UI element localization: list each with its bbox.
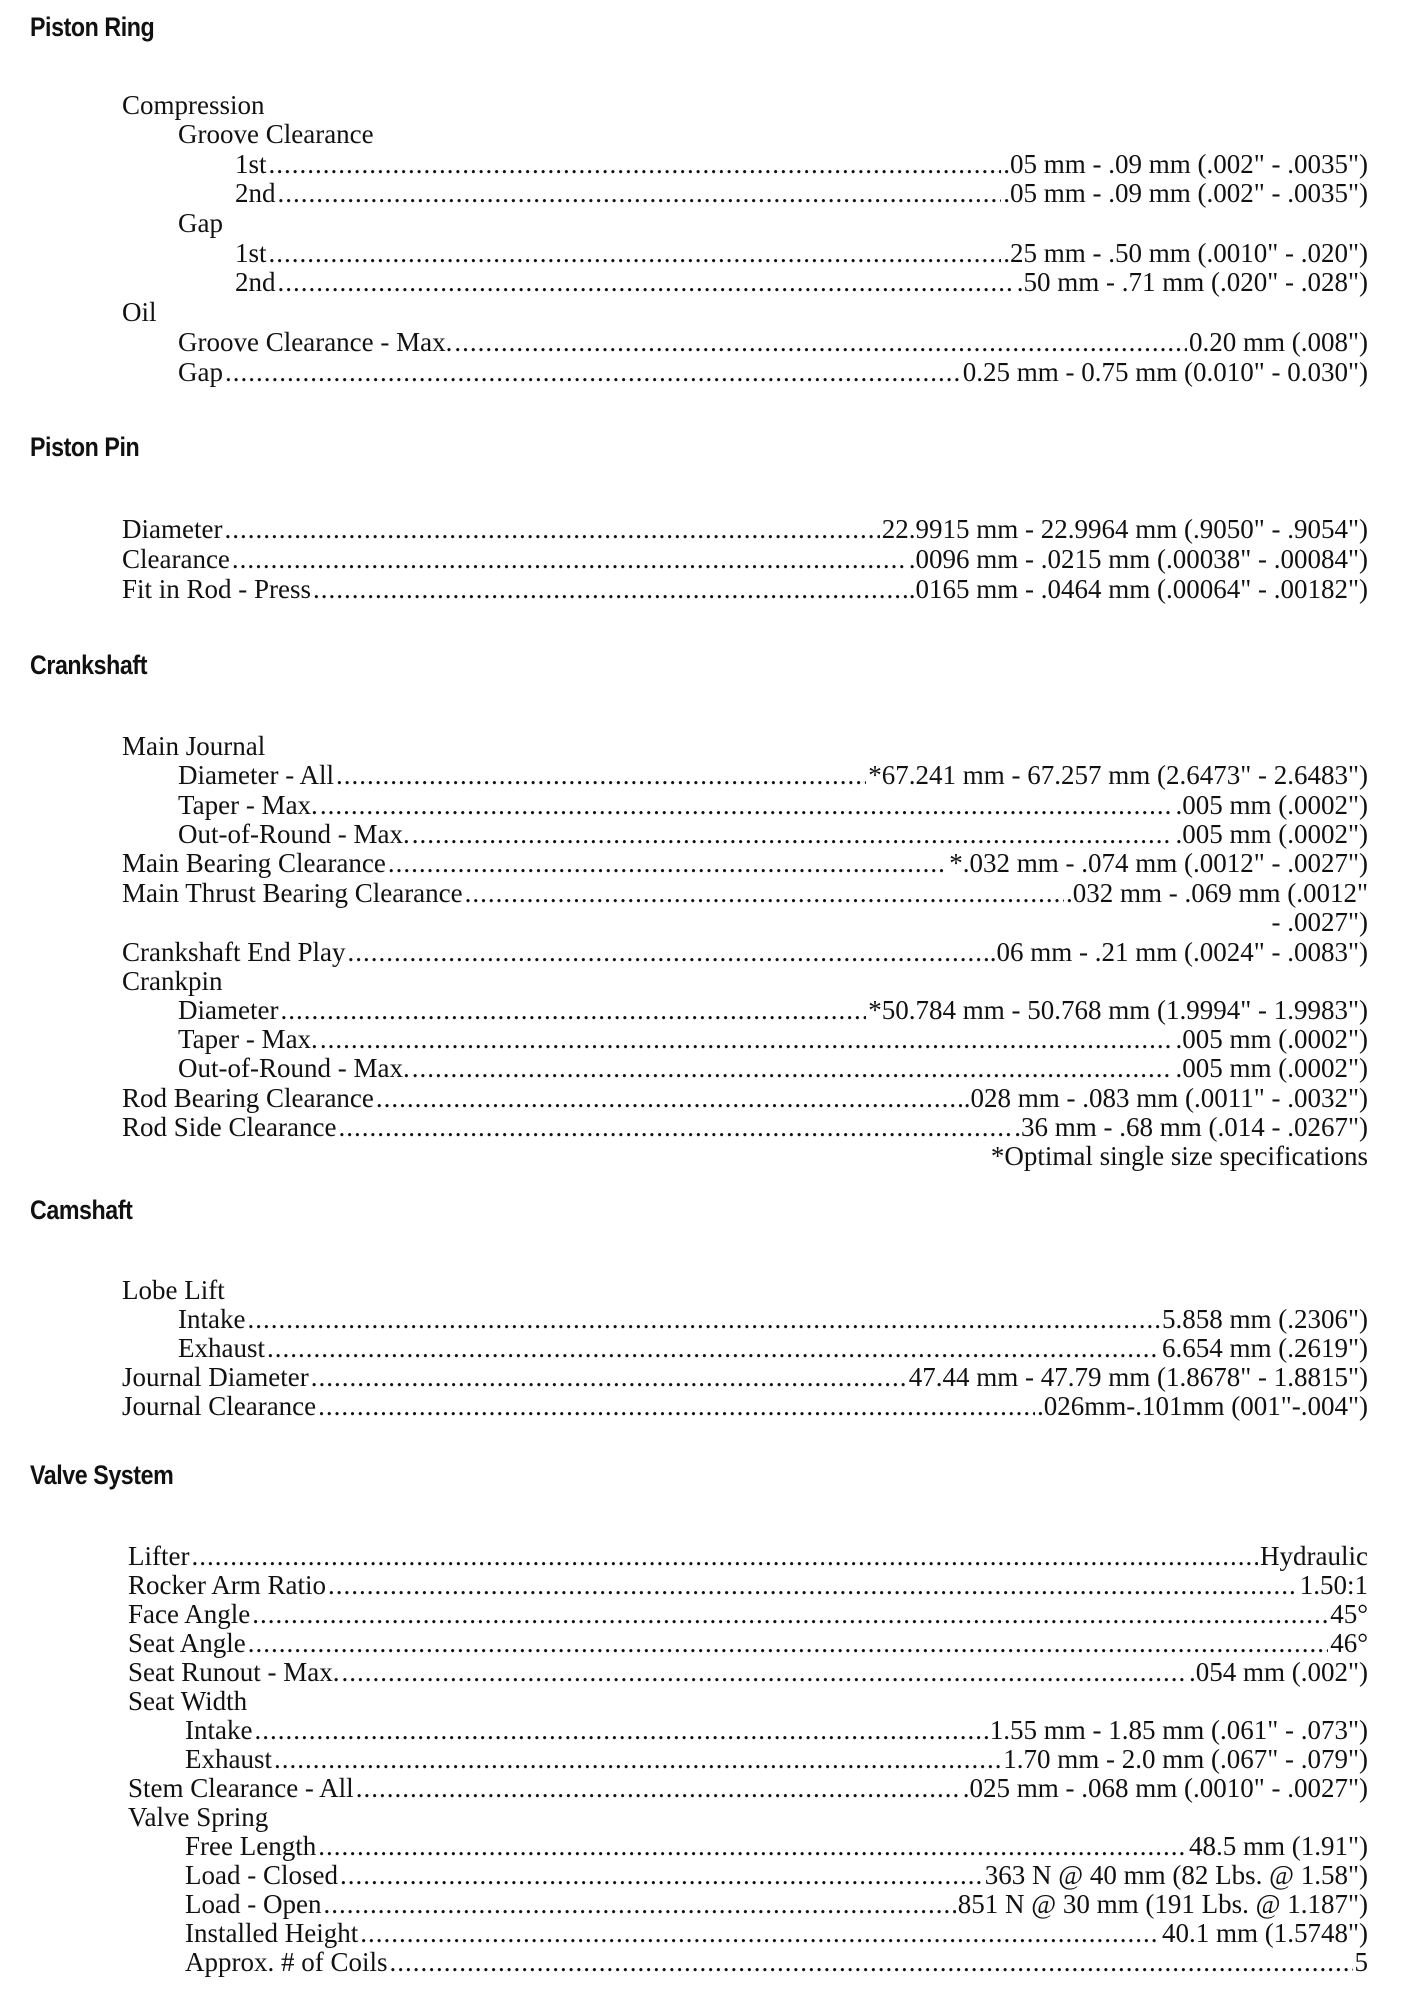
spec-value: .05 mm - .09 mm (.002" - .0035") (1003, 149, 1368, 179)
spec-row (128, 1599, 1368, 1629)
leader-dots (191, 1541, 1258, 1571)
spec-row (178, 790, 1368, 820)
spec-value: 45° (1330, 1599, 1368, 1629)
spec-value: .50 mm - .71 mm (.020" - .028") (1016, 267, 1368, 297)
leader-dots (338, 1112, 1012, 1142)
spec-label: Main Bearing Clearance (122, 848, 386, 878)
section-heading-camshaft: Camshaft (30, 1195, 133, 1225)
spec-row (128, 1773, 1368, 1803)
subheading-valve-spring: Valve Spring (128, 1802, 269, 1832)
spec-row (122, 544, 1368, 574)
spec-row (178, 819, 1368, 849)
spec-label: Groove Clearance - Max. (178, 327, 453, 357)
spec-label: Exhaust (185, 1744, 272, 1774)
leader-dots (280, 995, 866, 1025)
subheading-groove-clearance: Groove Clearance (178, 119, 374, 149)
spec-row (185, 1831, 1368, 1861)
leader-dots (388, 848, 947, 878)
spec-label: Stem Clearance - All (128, 1773, 354, 1803)
leader-dots (454, 327, 1187, 357)
leader-dots (278, 267, 1015, 297)
spec-row (122, 937, 1368, 967)
leader-dots (224, 514, 879, 544)
spec-row (178, 995, 1368, 1025)
spec-value: .36 mm - .68 mm (.014 - .0267") (1014, 1112, 1368, 1142)
spec-value: .025 mm - .068 mm (.0010" - .0027") (962, 1773, 1368, 1803)
leader-dots (412, 819, 1174, 849)
leader-dots (328, 1570, 1298, 1600)
spec-row (235, 267, 1368, 297)
spec-label: Main Thrust Bearing Clearance (122, 878, 463, 908)
spec-value: .0165 mm - .0464 mm (.00064" - .00182") (908, 574, 1368, 604)
spec-value: .005 mm (.0002") (1175, 1053, 1368, 1083)
spec-label: Load - Open (185, 1889, 322, 1919)
spec-label: Taper - Max. (178, 1024, 318, 1054)
spec-row (178, 760, 1368, 790)
spec-value: 1.70 mm - 2.0 mm (.067" - .079") (1003, 1744, 1368, 1774)
spec-label: 2nd (235, 178, 276, 208)
spec-row (235, 178, 1368, 208)
leader-dots (267, 1333, 1160, 1363)
leader-dots (340, 1860, 983, 1890)
spec-label: Installed Height (185, 1918, 359, 1948)
leader-dots (318, 1391, 1035, 1421)
spec-label: Crankshaft End Play (122, 937, 346, 967)
spec-label: Seat Angle (128, 1628, 246, 1658)
leader-dots (254, 1715, 987, 1745)
spec-row (185, 1918, 1368, 1948)
spec-value: 1.55 mm - 1.85 mm (.061" - .073") (989, 1715, 1368, 1745)
spec-value: *.032 mm - .074 mm (.0012" - .0027") (949, 848, 1368, 878)
subheading-gap: Gap (178, 208, 223, 238)
spec-label: 1st (235, 149, 267, 179)
spec-label: Exhaust (178, 1333, 265, 1363)
spec-label: Intake (185, 1715, 253, 1745)
spec-label: Intake (178, 1304, 246, 1334)
spec-label: Journal Clearance (122, 1391, 317, 1421)
spec-row (122, 514, 1368, 544)
spec-value: .0096 mm - .0215 mm (.00038" - .00084") (908, 544, 1368, 574)
section-heading-piston-ring: Piston Ring (30, 12, 155, 42)
spec-value: *50.784 mm - 50.768 mm (1.9994" - 1.9983") (868, 995, 1368, 1025)
leader-dots (232, 544, 907, 574)
spec-row (185, 1744, 1368, 1774)
spec-label: Diameter - All (178, 760, 334, 790)
spec-label: Approx. # of Coils (185, 1947, 388, 1977)
leader-dots (320, 790, 1174, 820)
subheading-seat-width: Seat Width (128, 1686, 248, 1716)
leader-dots (360, 1918, 1160, 1948)
spec-row (185, 1889, 1368, 1919)
leader-dots (347, 937, 987, 967)
spec-row (122, 1391, 1368, 1421)
leader-dots (376, 1083, 962, 1113)
section-heading-valve-system: Valve System (30, 1460, 174, 1490)
spec-value: 46° (1330, 1628, 1368, 1658)
spec-value: .005 mm (.0002") (1175, 790, 1368, 820)
spec-label: Lifter (128, 1541, 190, 1571)
spec-value: 0.25 mm - 0.75 mm (0.010" - 0.030") (962, 357, 1368, 387)
leader-dots (318, 1831, 1187, 1861)
leader-dots (356, 1773, 961, 1803)
spec-value: 22.9915 mm - 22.9964 mm (.9050" - .9054") (881, 514, 1368, 544)
spec-label: Seat Runout - Max. (128, 1657, 340, 1687)
subheading-crankpin: Crankpin (122, 966, 223, 996)
spec-row (128, 1628, 1368, 1658)
spec-value: .05 mm - .09 mm (.002" - .0035") (1003, 178, 1368, 208)
spec-row (178, 1024, 1368, 1054)
spec-label: Rod Side Clearance (122, 1112, 337, 1142)
subheading-compression: Compression (122, 90, 265, 120)
spec-value: *67.241 mm - 67.257 mm (2.6473" - 2.6483") (868, 760, 1368, 790)
leader-dots (274, 1744, 1001, 1774)
spec-value: 363 N @ 40 mm (82 Lbs. @ 1.58") (984, 1860, 1368, 1890)
subheading-lobe-lift: Lobe Lift (122, 1275, 225, 1305)
spec-label: Face Angle (128, 1599, 251, 1629)
spec-row (122, 878, 1368, 908)
subheading-oil: Oil (122, 297, 157, 327)
spec-value: .005 mm (.0002") (1175, 819, 1368, 849)
spec-row (122, 1083, 1368, 1113)
spec-row (178, 1333, 1368, 1363)
spec-label: Rod Bearing Clearance (122, 1083, 374, 1113)
subheading-main-journal: Main Journal (122, 731, 266, 761)
spec-value: 5 (1354, 1947, 1368, 1977)
leader-dots (336, 760, 866, 790)
spec-row (185, 1860, 1368, 1890)
spec-row (235, 149, 1368, 179)
spec-value: 851 N @ 30 mm (191 Lbs. @ 1.187") (957, 1889, 1368, 1919)
spec-value: Hydraulic (1260, 1541, 1368, 1571)
spec-label: Out-of-Round - Max. (178, 1053, 410, 1083)
leader-dots (390, 1947, 1353, 1977)
spec-value: .028 mm - .083 mm (.0011" - .0032") (963, 1083, 1368, 1113)
leader-dots (269, 238, 1002, 268)
leader-dots (278, 178, 1002, 208)
leader-dots (313, 574, 907, 604)
spec-label: Diameter (178, 995, 279, 1025)
spec-value: .25 mm - .50 mm (.0010" - .020") (1003, 238, 1368, 268)
spec-row (178, 1053, 1368, 1083)
spec-row (122, 848, 1368, 878)
spec-label: Journal Diameter (122, 1362, 309, 1392)
spec-row (178, 327, 1368, 357)
spec-value: 5.858 mm (.2306") (1161, 1304, 1368, 1334)
spec-row (235, 238, 1368, 268)
spec-row (178, 357, 1368, 387)
spec-value: 0.20 mm (.008") (1188, 327, 1368, 357)
spec-value: 47.44 mm - 47.79 mm (1.8678" - 1.8815") (908, 1362, 1368, 1392)
spec-label: Fit in Rod - Press (122, 574, 312, 604)
spec-label: Taper - Max. (178, 790, 318, 820)
leader-dots (248, 1628, 1328, 1658)
spec-value: .032 mm - .069 mm (.0012" (1065, 878, 1368, 908)
spec-row (122, 1112, 1368, 1142)
leader-dots (465, 878, 1064, 908)
spec-row (122, 1362, 1368, 1392)
spec-row (128, 1570, 1368, 1600)
spec-label: 2nd (235, 267, 276, 297)
leader-dots (252, 1599, 1328, 1629)
spec-row (122, 574, 1368, 604)
spec-value: .005 mm (.0002") (1175, 1024, 1368, 1054)
spec-value: .054 mm (.002") (1188, 1657, 1368, 1687)
leader-dots (311, 1362, 907, 1392)
spec-label: Free Length (185, 1831, 317, 1861)
spec-label: Clearance (122, 544, 230, 574)
leader-dots (247, 1304, 1160, 1334)
spec-value: 6.654 mm (.2619") (1161, 1333, 1368, 1363)
spec-row (128, 1541, 1368, 1571)
spec-value-continuation: - .0027") (1271, 907, 1368, 937)
section-heading-piston-pin: Piston Pin (30, 432, 140, 462)
spec-row (185, 1715, 1368, 1745)
spec-row (178, 1304, 1368, 1334)
spec-value: .06 mm - .21 mm (.0024" - .0083") (989, 937, 1368, 967)
spec-label: Out-of-Round - Max. (178, 819, 410, 849)
spec-label: 1st (235, 238, 267, 268)
spec-value: .026mm-.101mm (001"-.004") (1036, 1391, 1368, 1421)
leader-dots (320, 1024, 1174, 1054)
spec-label: Rocker Arm Ratio (128, 1570, 326, 1600)
spec-row (128, 1657, 1368, 1687)
spec-value: 48.5 mm (1.91") (1188, 1831, 1368, 1861)
leader-dots (225, 357, 961, 387)
leader-dots (412, 1053, 1174, 1083)
spec-label: Gap (178, 357, 223, 387)
leader-dots (341, 1657, 1187, 1687)
spec-value: 40.1 mm (1.5748") (1161, 1918, 1368, 1948)
footnote: *Optimal single size specifications (990, 1141, 1368, 1171)
spec-value: 1.50:1 (1299, 1570, 1368, 1600)
spec-label: Load - Closed (185, 1860, 338, 1890)
spec-row (185, 1947, 1368, 1977)
spec-label: Diameter (122, 514, 223, 544)
section-heading-crankshaft: Crankshaft (30, 650, 148, 680)
leader-dots (269, 149, 1002, 179)
leader-dots (323, 1889, 955, 1919)
